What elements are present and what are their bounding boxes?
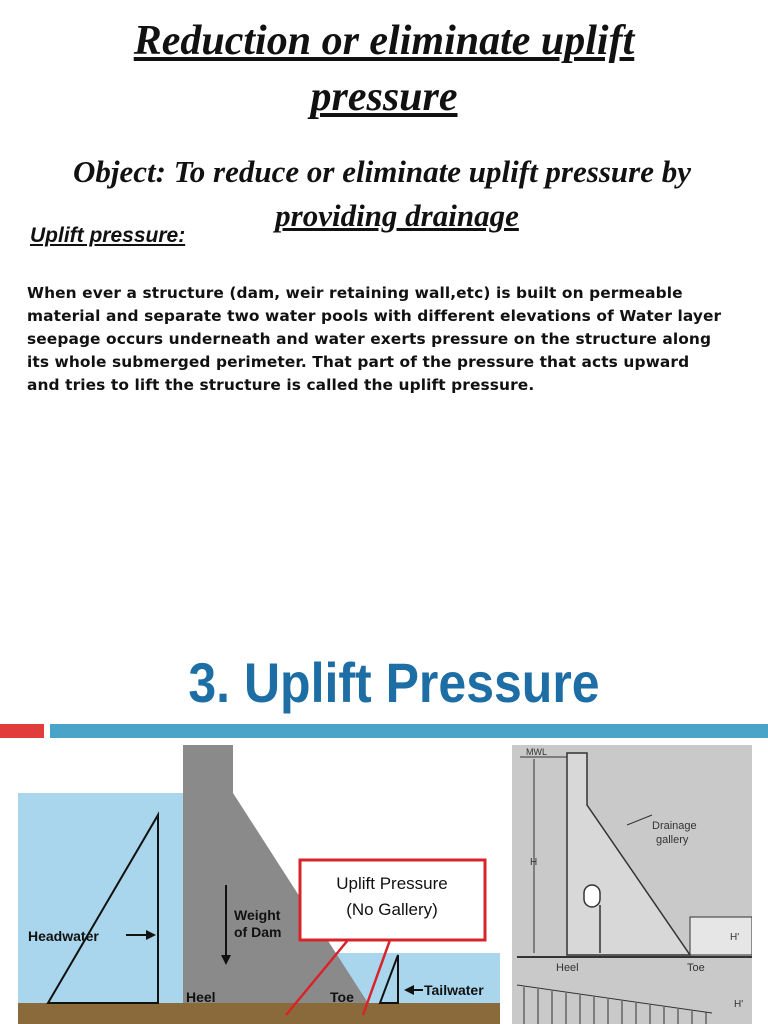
accent-bar-red [0, 724, 44, 738]
drainage-gallery-shape [584, 885, 600, 907]
page-title-line-2: pressure [310, 74, 458, 120]
slide-title: 3. Uplift Pressure [188, 651, 600, 715]
bottom-h-prime-label: H' [734, 999, 744, 1010]
tailwater-pool [690, 917, 752, 955]
sky-area [18, 745, 500, 793]
weight-label-2: of Dam [234, 924, 282, 940]
gallery-label-2: gallery [656, 834, 689, 846]
definition-paragraph: When ever a structure (dam, weir retaining wall,etc) is built on permeable material and separate two water pools with different elevations of Water layer seepage occurs underneath and water exerts pressure on the structure along its whole submerged perimeter. That part of the pressure that acts upward and tries to lift the structure is called the uplift pressure. [27, 284, 722, 394]
page-title-line-1: Reduction or eliminate uplift [133, 18, 635, 64]
objective-line-1: Object: To reduce or eliminate uplift pressure by [73, 154, 691, 189]
foundation [18, 1003, 500, 1024]
accent-bar-blue [50, 724, 768, 738]
callout-line-1: Uplift Pressure [336, 874, 448, 893]
heel-label: Heel [186, 989, 216, 1005]
tailwater-label: Tailwater [424, 982, 484, 998]
uplift-pressure-diagram [18, 745, 500, 1024]
heel-label-right: Heel [556, 962, 579, 974]
h-label: H [530, 857, 538, 868]
drainage-gallery-diagram [512, 745, 752, 1024]
headwater-label: Headwater [28, 928, 99, 944]
gallery-label-1: Drainage [652, 820, 697, 832]
callout-line-2: (No Gallery) [346, 900, 438, 919]
h-prime-label: H' [730, 932, 740, 943]
weight-label-1: Weight [234, 907, 281, 923]
toe-label-right: Toe [687, 962, 705, 974]
objective-line-2: providing drainage [275, 198, 519, 233]
mwl-label: MWL [526, 747, 547, 757]
section-heading: Uplift pressure: [30, 224, 186, 247]
toe-label: Toe [330, 989, 354, 1005]
